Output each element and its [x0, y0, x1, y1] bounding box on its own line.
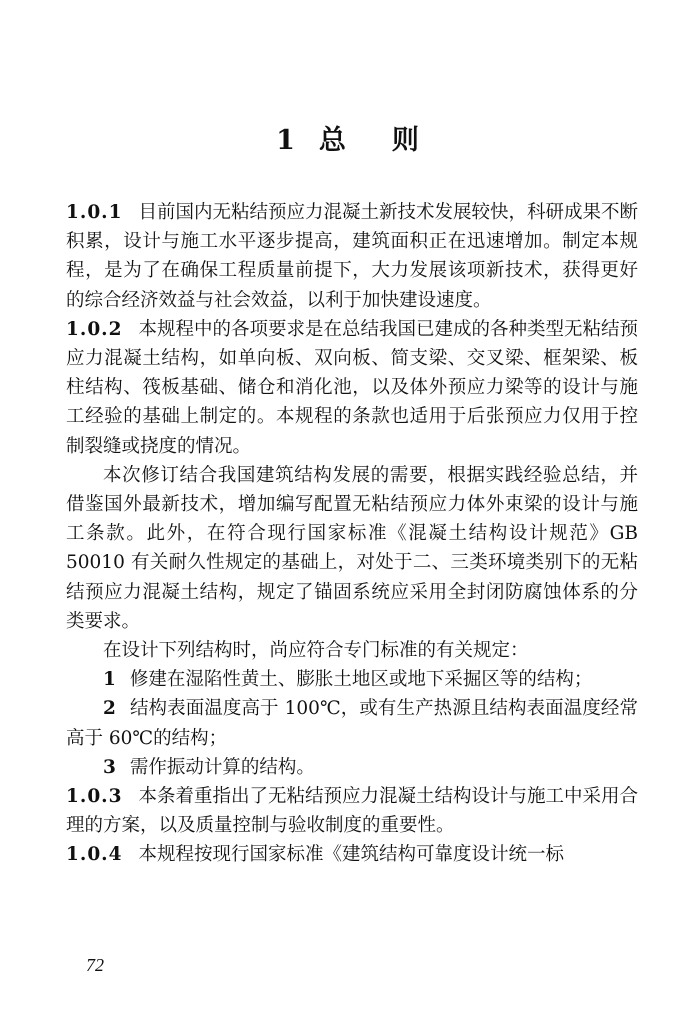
chapter-title-part2: 则: [391, 125, 421, 156]
chapter-number: 1: [276, 125, 297, 156]
chapter-title: [0, 118, 697, 157]
clause-text: 本规程中的各项要求是在总结我国已建成的各种类型无粘结预应力混凝土结构，如单向板、双向板、简支梁、交叉梁、框架梁、板柱结构、筏板基础、储仓和消化池，以及体外预应力梁等的设计与施工经验的基础上制定的。本规程的条款也适用于后张预应力仅用于控制裂缝或挠度的情况。: [66, 318, 639, 457]
list-item: [66, 665, 638, 694]
clause-number: 1.0.1: [66, 202, 123, 223]
clause-1-0-3: [66, 782, 638, 840]
item-number: 3: [103, 756, 116, 778]
clause-1-0-2-paragraph-2: 本次修订结合我国建筑结构发展的需要，根据实践经验总结，并借鉴国外最新技术，增加编写配置无粘结预应力体外束梁的设计与施工条款。此外，在符合现行国家标准《混凝土结构设计规范》GB 50010 有关耐久性规定的基础上，对处于二、三类环境类别下的无粘结预应力混凝土结构，规定了锚固系统应采用全封闭防腐蚀体系的分类要求。: [66, 464, 638, 632]
item-text: 结构表面温度高于 100℃，或有生产热源且结构表面温度经常高于 60℃的结构；: [66, 698, 638, 749]
body-text: [66, 198, 638, 870]
clause-1-0-1: [66, 198, 638, 315]
item-text: 需作振动计算的结构。: [129, 756, 315, 778]
clause-text: 本条着重指出了无粘结预应力混凝土结构设计与施工中采用合理的方案，以及质量控制与验收制度的重要性。: [66, 786, 639, 837]
clause-1-0-2: [66, 315, 638, 461]
clause-number: 1.0.3: [66, 786, 123, 808]
page-number: 72: [86, 955, 104, 975]
clause-1-0-4: [66, 840, 638, 869]
clause-number: 1.0.4: [66, 844, 123, 866]
chapter-title-part1: 总: [318, 125, 348, 156]
item-number: 1: [103, 669, 116, 691]
clause-number: 1.0.2: [66, 318, 123, 340]
clause-text: 目前国内无粘结预应力混凝土新技术发展较快，科研成果不断积累，设计与施工水平逐步提高，建筑面积正在迅速增加。制定本规程，是为了在确保工程质量前提下，大力发展该项新技术，获得更好的综合经济效益与社会效益，以利于加快建设速度。: [66, 202, 639, 311]
list-item: [66, 753, 638, 782]
item-text: 修建在湿陷性黄土、膨胀土地区或地下采掘区等的结构；: [129, 669, 593, 691]
item-number: 2: [103, 698, 116, 720]
clause-1-0-2-paragraph-3: 在设计下列结构时，尚应符合专门标准的有关规定：: [103, 640, 529, 662]
clause-text: 本规程按现行国家标准《建筑结构可靠度设计统一标: [138, 844, 565, 866]
list-item: [66, 694, 638, 752]
